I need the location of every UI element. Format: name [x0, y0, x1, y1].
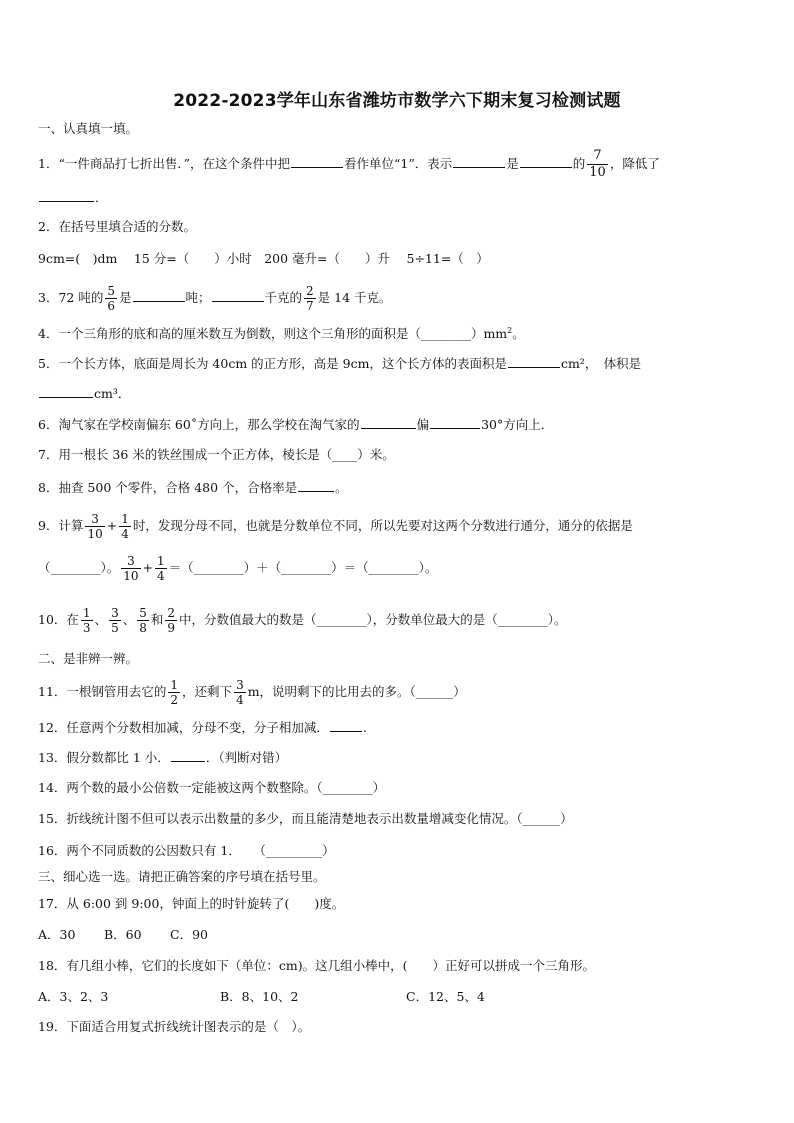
fraction: $\frac{3}{4}$ [236, 678, 244, 707]
question-3: 3．72 吨的 $\frac{5}{6}$ 是 吨； 千克的 $\frac{2}{7}$ 是 14 千克。 [38, 284, 392, 313]
option-c[interactable]: C．12、5、4 [406, 989, 485, 1004]
answer-blank[interactable] [361, 415, 416, 429]
answer-blank[interactable] [212, 288, 264, 302]
fraction: $\frac{2}{9}$ [167, 606, 176, 635]
question-2: 2．在括号里填合适的分数。 [38, 219, 196, 234]
question-19: 19．下面适合用复式折线统计图表示的是（ ）。 [38, 1019, 311, 1034]
answer-blank[interactable] [291, 154, 343, 168]
question-11: 11．一根钢管用去它的 $\frac{1}{2}$ ，还剩下 $\frac{3}{4}$ m，说明剩下的比用去的多。（______） [38, 678, 466, 707]
question-2-items: 9cm=( )dm 15 分=（ ）小时 200 毫升=（ ）升 5÷11=（ ） [38, 251, 489, 266]
fraction: $\frac{1}{4}$ [121, 512, 129, 541]
answer-blank[interactable] [39, 384, 93, 398]
question-7: 7．用一根长 36 米的铁丝围成一个正方体，棱长是（____）米。 [38, 447, 395, 462]
question-10: 10．在 $\frac{1}{3}$ 、 $\frac{3}{5}$ 、 $\frac{5}{8}$ 和 $\frac{2}{9}$ 中，分数值最大的数是（________），分数单位最大的是（________）。 [38, 606, 567, 635]
question-13: 13．假分数都比 1 小． ．（判断对错） [38, 750, 288, 765]
question-12: 12．任意两个分数相加减，分母不变，分子相加减． . [38, 720, 367, 735]
option-a[interactable]: A．3、2、3 [38, 989, 109, 1004]
answer-blank[interactable] [330, 718, 362, 732]
fraction: $\frac{2}{7}$ [306, 284, 314, 313]
option-a[interactable]: A．30 [38, 927, 76, 942]
fraction: $\frac{5}{8}$ [139, 606, 147, 635]
fraction: $\frac{3}{10}$ [123, 554, 139, 583]
fraction: $\frac{1}{4}$ [157, 554, 165, 583]
answer-blank[interactable] [453, 154, 505, 168]
answer-blank[interactable] [298, 478, 334, 492]
answer-blank[interactable] [171, 748, 205, 762]
section-heading-2: 二、是非辨一辨。 [38, 651, 139, 666]
question-17: 17．从 6:00 到 9:00，钟面上的时针旋转了( )度。 [38, 896, 345, 911]
fraction: $\frac{3}{5}$ [111, 606, 119, 635]
answer-blank[interactable] [133, 288, 185, 302]
question-17-options [38, 926, 758, 944]
fraction: $\frac{1}{2}$ [170, 678, 179, 707]
fraction: $\frac{5}{6}$ [107, 284, 115, 313]
fraction: $\frac{3}{10}$ [87, 512, 103, 541]
section-heading-1: 一、认真填一填。 [38, 121, 139, 136]
question-4: 4．一个三角形的底和高的厘米数互为倒数，则这个三角形的面积是$(\_\_\_\_\_\_\_\_)mm^2$。 [38, 326, 525, 342]
fraction: $\frac{1}{3}$ [82, 606, 91, 635]
option-c[interactable]: C．90 [170, 927, 208, 942]
answer-blank[interactable] [39, 188, 94, 202]
answer-blank[interactable] [430, 415, 480, 429]
section-heading-3: 三、细心选一选。请把正确答案的序号填在括号里。 [38, 869, 326, 884]
question-9-continued: （________）。 $\frac{3}{10}$ + $\frac{1}{4}$ ＝（________）＋（________）＝（________）。 [38, 554, 438, 583]
question-5: 5．一个长方体，底面是周长为 40cm 的正方形，高是 9cm，这个长方体的表面积是 cm²， 体积是 [38, 356, 642, 371]
fraction: $\frac{7}{10}$ [589, 148, 606, 180]
question-9: 9．计算 $\frac{3}{10}$ + $\frac{1}{4}$ 时，发现分母不同，也就是分数单位不同，所以先要对这两个分数进行通分，通分的依据是 [38, 512, 633, 541]
question-1: 1．“一件商品打七折出售．”，在这个条件中把 看作单位“1”．表示 是 的 $\frac{7}{10}$ ，降低了 [38, 148, 660, 180]
answer-blank[interactable] [520, 154, 572, 168]
question-5-continued: cm³． [38, 384, 758, 403]
option-b[interactable]: B．8、10、2 [220, 989, 299, 1004]
question-18: 18．有几组小棒，它们的长度如下（单位：cm)。这几组小棒中，( ）正好可以拼成一个三角形。 [38, 958, 596, 973]
question-15: 15．折线统计图不但可以表示出数量的多少，而且能清楚地表示出数量增减变化情况。（______） [38, 811, 573, 826]
answer-blank[interactable] [508, 354, 560, 368]
question-14: 14．两个数的最小公倍数一定能被这两个数整除。（________） [38, 780, 386, 795]
question-6: 6．淘气家在学校南偏东 60˚方向上，那么学校在淘气家的 偏 30°方向上． [38, 417, 554, 432]
page-title: 2022-2023学年山东省潍坊市数学六下期末复习检测试题 [173, 91, 621, 111]
question-8: 8．抽查 500 个零件，合格 480 个，合格率是 。 [38, 480, 348, 495]
option-b[interactable]: B．60 [104, 927, 142, 942]
question-18-options [38, 988, 758, 1006]
question-1-continued: ． [38, 188, 758, 207]
question-16: 16．两个不同质数的公因数只有 1． （_________） [38, 843, 335, 858]
